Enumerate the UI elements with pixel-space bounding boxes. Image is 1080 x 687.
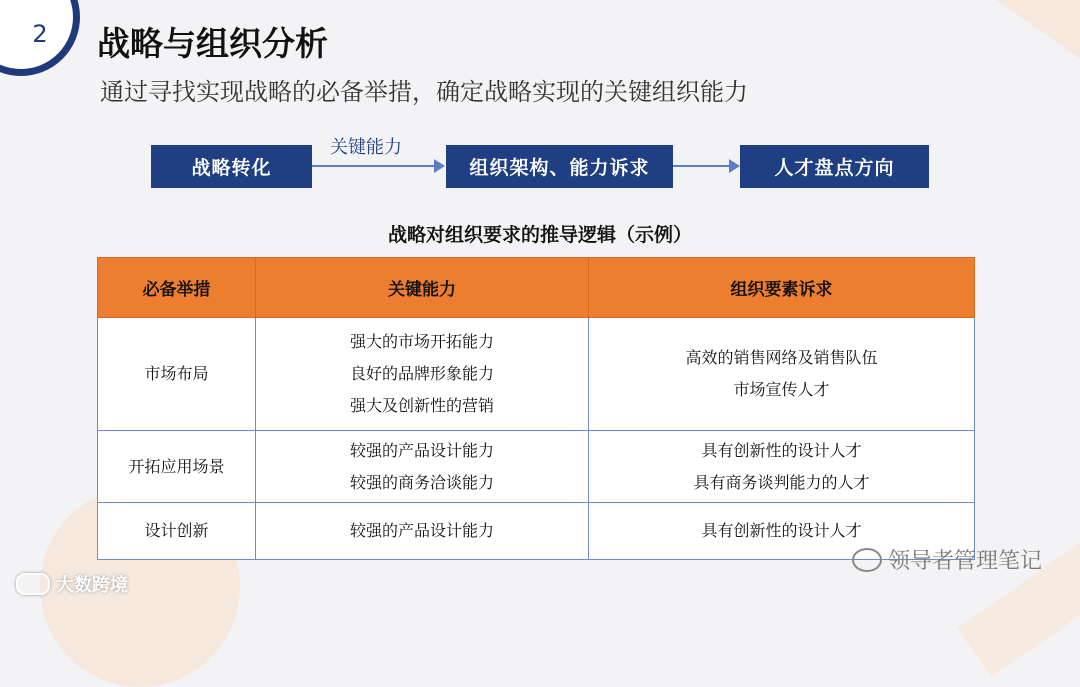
- header-requirement: 组织要素诉求: [589, 258, 975, 318]
- table-row: [98, 318, 975, 431]
- strategy-table: [97, 257, 975, 560]
- requirement-item: 具有创新性的设计人才: [701, 440, 862, 460]
- cell-abilities: [256, 503, 589, 560]
- cell-abilities: [256, 318, 589, 431]
- logo-text: 大数跨境: [56, 575, 128, 596]
- requirement-item: 市场宣传人才: [733, 380, 830, 399]
- cell-measure: 市场布局: [98, 318, 256, 431]
- ability-item: 良好的品牌形象能力: [349, 364, 494, 383]
- ability-item: 较强的产品设计能力: [349, 521, 494, 540]
- brand-logo: [16, 571, 128, 597]
- slide-number: 2: [32, 20, 48, 48]
- page-subtitle: 通过寻找实现战略的必备举措，确定战略实现的关键组织能力: [100, 78, 748, 106]
- cell-requirements: [589, 318, 975, 431]
- table-row: [98, 431, 975, 503]
- ability-item: 较强的产品设计能力: [349, 440, 494, 460]
- flow-step-talent: 人才盘点方向: [740, 145, 929, 188]
- arrow-right-icon: [729, 159, 740, 173]
- table-title: 战略对组织要求的推导逻辑（示例）: [387, 224, 692, 246]
- cell-measure: 设计创新: [98, 503, 256, 560]
- arrow-right-icon: [434, 159, 445, 173]
- flow-arrow-1: [312, 165, 434, 167]
- flow-connector-label: 关键能力: [330, 137, 402, 158]
- logo-icon: [16, 573, 50, 595]
- table-row: [98, 503, 975, 560]
- header-ability: 关键能力: [256, 258, 589, 318]
- cell-requirements: [589, 431, 975, 503]
- table-header-row: [98, 258, 975, 318]
- requirement-item: 具有商务谈判能力的人才: [693, 472, 870, 492]
- flow-step-strategy: 战略转化: [151, 145, 312, 188]
- ability-item: 较强的商务洽谈能力: [349, 472, 494, 492]
- cell-measure: 开拓应用场景: [98, 431, 256, 503]
- ability-item: 强大的市场开拓能力: [349, 332, 494, 351]
- page-title: 战略与组织分析: [97, 24, 328, 63]
- decorative-stripe-top: [956, 0, 1080, 75]
- cell-abilities: [256, 431, 589, 503]
- flow-arrow-2: [673, 165, 729, 167]
- wechat-icon: [852, 548, 882, 572]
- header-measure: 必备举措: [98, 258, 256, 318]
- requirement-item: 高效的销售网络及销售队伍: [685, 348, 878, 367]
- flow-step-organization: 组织架构、能力诉求: [446, 145, 673, 188]
- watermark: [852, 544, 1042, 575]
- watermark-text: 领导者管理笔记: [887, 549, 1042, 574]
- requirement-item: 具有创新性的设计人才: [701, 521, 862, 540]
- ability-item: 强大及创新性的营销: [349, 396, 494, 415]
